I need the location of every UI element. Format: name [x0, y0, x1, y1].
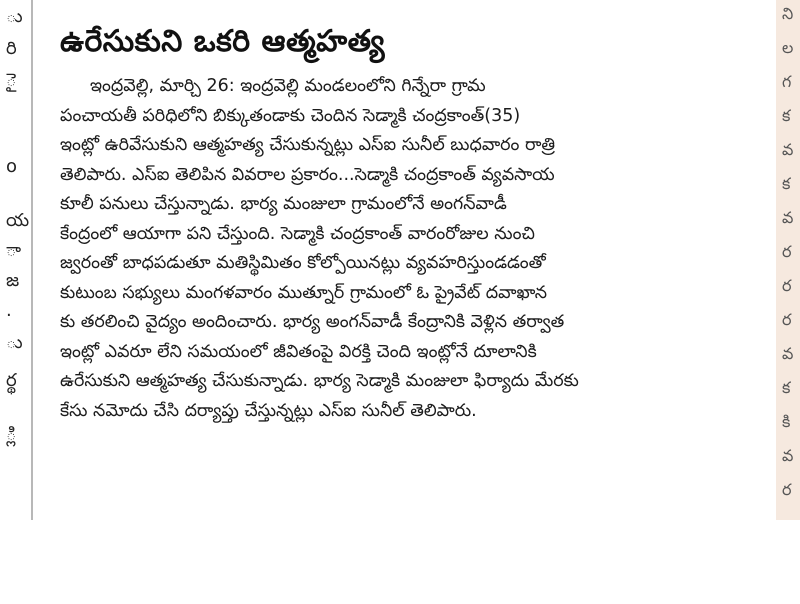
left-fragment: ర్థ	[6, 370, 17, 391]
article-line: కేంద్రంలో ఆయాగా పని చేస్తుంది. సెడ్మాకి చంద్రకాంత్ వారంరోజుల నుంచి	[60, 223, 535, 244]
left-fragment: ై	[6, 70, 17, 91]
left-fragment: o	[6, 156, 18, 177]
article-line: కు తరలించి వైద్యం అందించారు. భార్య అంగన్‌వాడీ కేంద్రానికి వెళ్లిన తర్వాత	[60, 312, 565, 332]
article-line: కేసు నమోదు చేసి దర్యాప్తు చేస్తున్నట్లు ఎస్ఐ సునీల్ తెలిపారు.	[60, 400, 477, 421]
right-fragment: వ	[782, 208, 794, 227]
left-fragment: ు	[6, 332, 23, 353]
article-line: కుటుంబ సభ్యులు మంగళవారం ముత్నూర్ గ్రామంలో ఓ ప్రైవేట్ దవాఖాన	[60, 282, 548, 303]
right-fragment: క	[782, 378, 791, 397]
left-fragment: ా	[6, 240, 22, 261]
article-line: జ్వరంతో బాధపడుతూ మతిస్థిమితం కోల్పోయినట్లు వ్యవహరిస్తుండడంతో	[60, 253, 546, 273]
right-fragment: వ	[782, 344, 794, 363]
right-fragment: క	[782, 106, 791, 125]
right-fragment: క	[782, 174, 791, 193]
left-fragment: .	[6, 300, 12, 321]
left-fragment: రి	[6, 38, 17, 59]
left-fragment: జ	[6, 270, 20, 291]
right-fragment: గ	[782, 72, 792, 91]
right-fragment: ర	[782, 480, 792, 499]
right-column-fragment	[776, 0, 800, 520]
right-fragment: ర	[782, 276, 792, 295]
right-fragment: ల	[782, 38, 794, 57]
article-body	[60, 72, 760, 426]
news-article	[60, 22, 760, 426]
article-line: ఉరేసుకుని ఆత్మహత్య చేసుకున్నాడు. భార్య సెడ్మాకి మంజులా ఫిర్యాదు మేరకు	[60, 371, 579, 391]
right-fragment: వ	[782, 140, 794, 159]
article-line: ఇంద్రవెల్లి, మార్చి 26: ఇంద్రవెల్లి మండలంలోని గిన్నేరా గ్రామ	[90, 76, 486, 96]
right-fragment: ని	[782, 4, 794, 23]
right-fragment: కి	[782, 412, 791, 431]
article-line: కూలీ పనులు చేస్తున్నాడు. భార్య మంజులా గ్రామంలోనే అంగన్‌వాడీ	[60, 194, 507, 214]
article-line: తెలిపారు. ఎస్ఐ తెలిపిన వివరాల ప్రకారం...సెడ్మాకి చంద్రకాంత్ వ్యవసాయ	[60, 164, 555, 185]
right-fragment: ర	[782, 310, 792, 329]
article-line: పంచాయతీ పరిధిలోని బిక్కుతండాకు చెందిన సెడ్మాకి చంద్రకాంత్(35)	[60, 105, 521, 126]
right-fragment: వ	[782, 446, 794, 465]
left-fragment: ్లి	[6, 424, 17, 445]
article-headline: ఉరేసుకుని ఒకరి ఆత్మహత్య	[60, 24, 386, 59]
left-fragment: య	[6, 210, 30, 231]
article-line: ఇంట్లో ఎవరూ లేని సమయంలో జీవితంపై విరక్తి చెంది ఇంట్లోనే దూలానికి	[60, 341, 537, 362]
right-fragment: ర	[782, 242, 792, 261]
left-fragment: ు	[6, 6, 23, 27]
article-line: ఇంట్లో ఉరివేసుకుని ఆత్మహత్య చేసుకున్నట్లు ఎస్ఐ సునీల్ బుధవారం రాత్రి	[60, 135, 556, 155]
left-column-fragment	[0, 0, 30, 520]
column-divider	[31, 0, 33, 520]
